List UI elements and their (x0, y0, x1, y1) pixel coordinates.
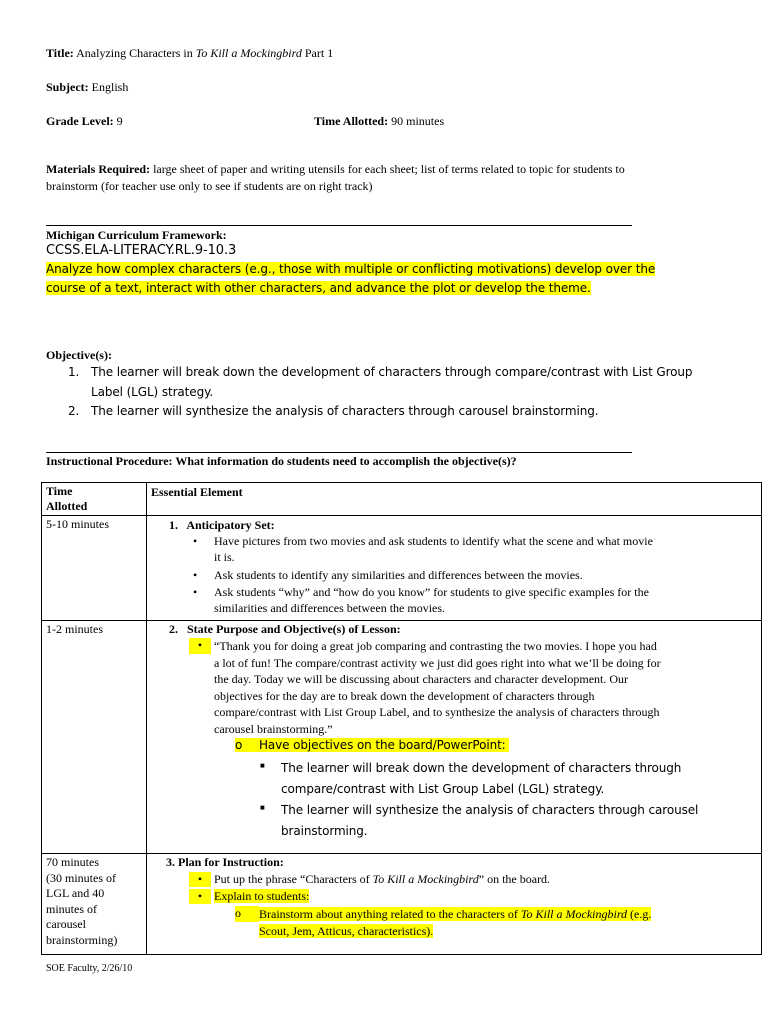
bullet-dot: • (189, 872, 211, 887)
row3-content (147, 854, 762, 955)
row2-title: 2. State Purpose and Objective(s) of Lesson: (169, 622, 401, 636)
time-label: Time Allotted: (314, 114, 389, 128)
row2-square-item1: The learner will break down the development of characters through compare/contrast with List Group Label (LGL) strategy. (281, 761, 682, 796)
materials-label: Materials Required: (46, 162, 151, 176)
square-bullet: ■ (260, 761, 265, 770)
bullet-dot: • (189, 638, 211, 654)
circle-bullet: o (235, 906, 259, 922)
footer: SOE Faculty, 2/26/10 (46, 963, 133, 974)
table-row (42, 516, 762, 621)
objective-2-line1: The learner will synthesize the analysis of characters through carousel brainstorming. (91, 404, 599, 418)
table-header-row (42, 483, 762, 516)
grade-line (46, 114, 123, 129)
row3-sub-bullet: Brainstorm about anything related to the characters of To Kill a Mockingbird (e.g. Scout, Jem, Atticus, characteristics). (259, 907, 652, 938)
circle-bullet: o (235, 738, 243, 752)
procedure-table (41, 482, 762, 955)
materials-line1 (46, 162, 625, 177)
table-row (42, 621, 762, 854)
standard-line2: course of a text, interact with other characters, and advance the plot or develop the theme. (46, 281, 591, 295)
row1-bullet2: Ask students to identify any similarities and differences between the movies. (214, 568, 583, 582)
row2-content (147, 621, 762, 854)
objectives-heading: Objective(s): (46, 348, 112, 362)
time-value: 90 minutes (391, 114, 445, 128)
row3-title: 3. Plan for Instruction: (166, 855, 284, 869)
row1-bullet3: Ask students “why” and “how do you know” for students to give specific examples for the similarities and differences between the movies. (214, 585, 649, 615)
subject-label: Subject: (46, 80, 89, 94)
objective-num-1: 1. (68, 365, 80, 379)
title-label: Title: (46, 46, 74, 60)
row1-bullet1: Have pictures from two movies and ask students to identify what the scene and what movie it is. (214, 534, 653, 564)
row3-bullet1: Put up the phrase “Characters of To Kill a Mockingbird” on the board. (214, 872, 551, 886)
row2-sub-bullet: o Have objectives on the board/PowerPoint: (235, 738, 509, 752)
objective-1-line1: The learner will break down the development of characters through compare/contrast with List Group (91, 365, 693, 379)
row1-time: 5-10 minutes (42, 516, 147, 621)
row1-title: 1. Anticipatory Set: (169, 518, 275, 532)
row3-bullet2: Explain to students: (214, 889, 310, 903)
row2-quote: “Thank you for doing a great job comparing and contrasting the two movies. I hope you had a lot of fun! The compare/contrast activity we just did goes right into what we’ll be doing for the day. Today we will be discussing about characters and character development. Our objectives for the day are to break down the development of characters through compare/contrast with List Group Label, and to synthesize the analysis of characters through carousel brainstorming.” (214, 639, 661, 736)
title-text: Analyzing Characters in (76, 46, 193, 60)
grade-value: 9 (116, 114, 123, 128)
divider (46, 225, 632, 226)
row2-time: 1-2 minutes (42, 621, 147, 854)
framework-heading: Michigan Curriculum Framework: (46, 228, 227, 242)
bullet-dot: • (193, 568, 198, 582)
title-book: To Kill a Mockingbird (195, 46, 302, 60)
title-part: Part 1 (304, 46, 334, 60)
row2-square-item2: The learner will synthesize the analysis of characters through carousel brainstorming. (281, 803, 699, 838)
col-time-header: Time Allotted (42, 483, 147, 516)
square-bullet: ■ (260, 803, 265, 812)
bullet-dot: • (193, 585, 198, 599)
row3-time: 70 minutes (30 minutes of LGL and 40 minutes of carousel brainstorming) (42, 854, 147, 955)
title-line (46, 46, 333, 61)
objective-num-2: 2. (68, 404, 80, 418)
standard-code: CCSS.ELA-LITERACY.RL.9-10.3 (46, 243, 237, 258)
grade-label: Grade Level: (46, 114, 114, 128)
row1-content (147, 516, 762, 621)
time-line (314, 114, 444, 129)
subject-value: English (91, 80, 129, 94)
objective-1-line2: Label (LGL) strategy. (91, 385, 214, 399)
divider (46, 452, 632, 453)
bullet-dot: • (189, 889, 211, 904)
subject-line (46, 80, 128, 95)
standard-line1: Analyze how complex characters (e.g., those with multiple or conflicting motivations) develop over the (46, 262, 656, 276)
table-row (42, 854, 762, 955)
bullet-dot: • (193, 534, 198, 548)
procedure-heading: Instructional Procedure: What information do students need to accomplish the objective(s)? (46, 454, 517, 468)
materials-text: large sheet of paper and writing utensils for each sheet; list of terms related to topic for students to (153, 162, 625, 176)
col-element-header: Essential Element (147, 483, 762, 516)
materials-line2: brainstorm (for teacher use only to see if students are on right track) (46, 179, 373, 193)
